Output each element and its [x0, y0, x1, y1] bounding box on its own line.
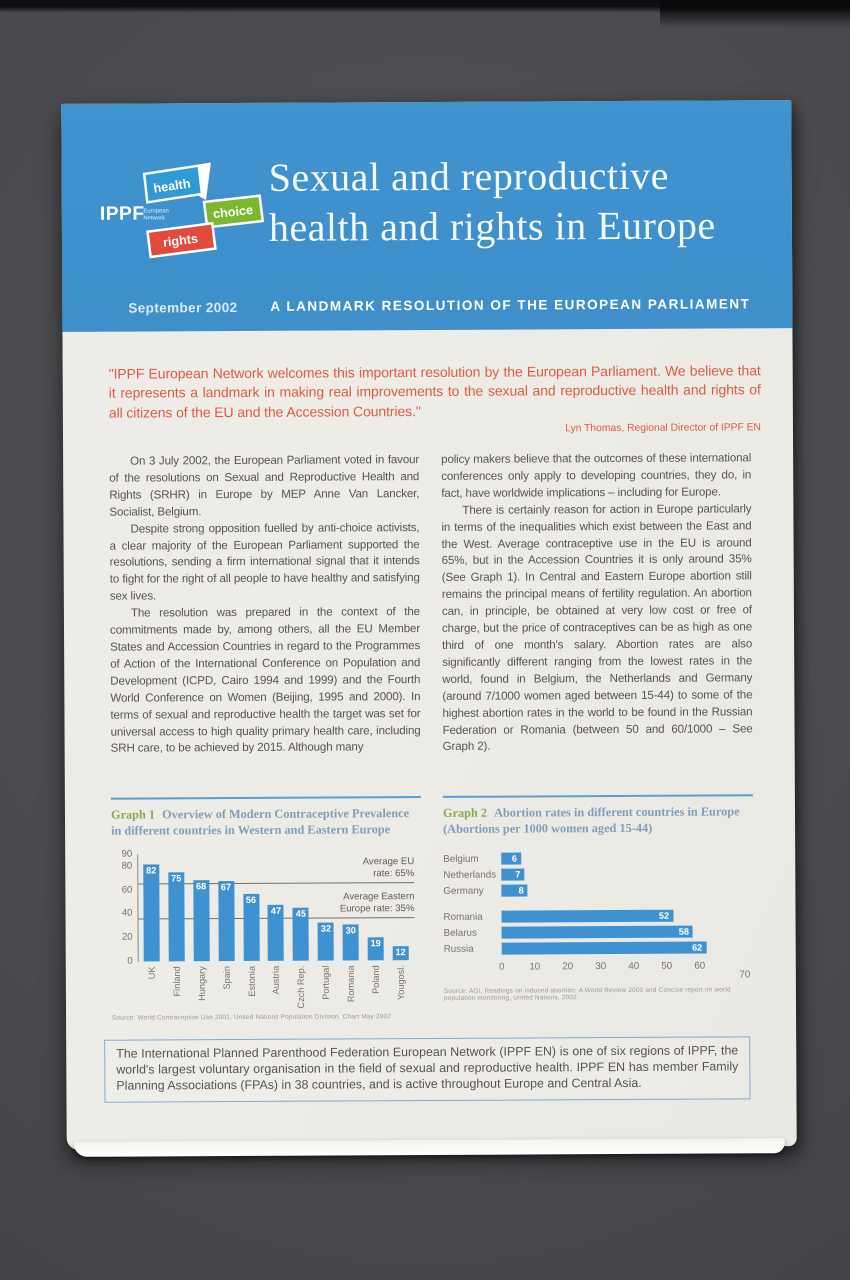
- bar-value: 56: [245, 895, 257, 906]
- logo-org-name: IPPF: [99, 203, 145, 225]
- bar-column: [218, 854, 235, 990]
- newsletter-title: [269, 150, 716, 252]
- bar-value: 7: [515, 869, 521, 880]
- x-axis-tick: 60: [694, 960, 706, 972]
- bar-track: [501, 883, 753, 896]
- bar-category-label: Germany: [443, 885, 484, 897]
- bar-track: [501, 867, 753, 880]
- bar-column: [193, 854, 210, 1001]
- bar-category-label: Romania: [443, 911, 483, 923]
- bar-value: 52: [658, 910, 670, 921]
- graph1-rule: [111, 796, 421, 800]
- bar-column: [392, 853, 409, 1001]
- bar-Belgium: [501, 853, 521, 865]
- title-line-2: health and rights in Europe: [268, 202, 716, 250]
- x-axis-tick: 40: [628, 960, 640, 972]
- bar-track: [501, 851, 753, 864]
- bar-column: [317, 854, 334, 1000]
- bar-track: [502, 925, 754, 938]
- quote-attribution: Lyn Thomas, Regional Director of IPPF EN: [565, 422, 762, 435]
- bar-value: 75: [171, 873, 182, 884]
- graph1: [111, 796, 422, 1022]
- logo-health-label: health: [152, 176, 192, 196]
- bar-value: 62: [692, 942, 703, 953]
- graph1-chart: [111, 848, 422, 1011]
- graph2-label: Graph 2: [442, 805, 488, 820]
- bar-Netherlands: [501, 869, 524, 881]
- bar-value: 19: [370, 938, 381, 949]
- paragraph: policy makers believe that the outcomes of these international conferences only apply to developing countries, they do, in fact, have worldwide implications – including for Europe.: [441, 451, 752, 500]
- bar-category-label: Russia: [443, 943, 474, 955]
- bar-track: [501, 909, 753, 922]
- bar-Germany: [501, 884, 527, 896]
- x-axis-tick: 70: [739, 969, 751, 981]
- bar-column: [268, 854, 285, 995]
- bar-column: [342, 853, 359, 1003]
- x-axis-tick: 0: [499, 961, 505, 973]
- graph2-title: [443, 803, 753, 837]
- bar-value: 12: [395, 946, 406, 957]
- bar-category-label: Belarus: [443, 927, 477, 939]
- bar-category-label: Estonia: [246, 965, 257, 997]
- bar-value: 47: [270, 905, 282, 916]
- bar-category-label: Czch Rep.: [296, 965, 307, 1009]
- title-line-1: Sexual and reproductive: [268, 152, 670, 200]
- bar-category-label: Spain: [221, 966, 232, 990]
- bar-group: [443, 851, 753, 897]
- bar-value: 32: [320, 923, 331, 934]
- graph2-source: Source: AGI, Readings on induced abortion: A World Review 2000 and Concise report on world population monitoring, United Nations, 2002: [443, 986, 731, 1002]
- logo-rights-label: rights: [162, 231, 199, 250]
- bar-Romania: [501, 910, 673, 923]
- bar-row: [443, 867, 753, 881]
- bar-category-label: Portugal: [321, 965, 332, 1000]
- footer-box: [104, 1036, 750, 1103]
- reference-line-annotation: Average EU rate: 65%: [362, 855, 415, 880]
- bar-Yougosl.: [393, 946, 409, 960]
- graph2: [443, 794, 754, 1020]
- bar-row: [444, 941, 754, 955]
- graph2-rule: [443, 794, 753, 798]
- bar-Czch Rep.: [293, 907, 309, 961]
- bar-category-label: Belgium: [443, 853, 479, 865]
- photo-top-right-shadow: [660, 0, 850, 28]
- pull-quote: [109, 361, 761, 437]
- bar-category-label: Austria: [271, 965, 282, 995]
- right-column: [441, 450, 753, 756]
- x-axis-tick: 20: [562, 961, 574, 973]
- bar-value: 8: [518, 885, 524, 896]
- bar-column: [293, 854, 310, 1009]
- y-axis-tick: 0: [127, 955, 133, 967]
- bar-value: 58: [678, 926, 690, 937]
- bar-Hungary: [193, 880, 209, 961]
- bar-value: 68: [195, 881, 207, 892]
- y-axis-tick: 90: [121, 848, 133, 860]
- bar-group: [443, 909, 753, 955]
- graph2-chart: [443, 851, 754, 984]
- bar-Belarus: [502, 926, 693, 939]
- paragraph: Despite strong opposition fuelled by anti-choice activists, a clear majority of the European Parliament supported the resolutions, sending a firm international signal that it intends to fight for the right of all people to have healthy and satisfying sex lives.: [109, 520, 420, 603]
- bar-value: 82: [146, 864, 157, 875]
- bar-Poland: [368, 938, 384, 961]
- y-axis-tick: 60: [121, 884, 133, 896]
- bar-column: [243, 854, 260, 997]
- x-axis-tick: 10: [529, 961, 541, 973]
- masthead: [61, 100, 792, 332]
- y-axis-tick: 80: [121, 860, 133, 872]
- paragraph: On 3 July 2002, the European Parliament voted in favour of the resolutions on Sexual and Reproductive Health and Rights (SRHR) in Europe by MEP Anne Van Lancker, Socialist, Belgium.: [109, 453, 420, 519]
- bar-column: [168, 854, 185, 997]
- paragraph: The resolution was prepared in the context of the commitments made by, among others, all the EU Member States and Accession Countries in regard to the Programmes of Action of the International Conference on Population and Development (ICPD, Cairo 1994 and 1999) and the Fourth World Conference on Women (Beijing, 1995 and 2000). In terms of sexual and reproductive health the target was set for universal access to high quality primary health care, including SRH care, to be achieved by 2015. Although many: [109, 605, 421, 756]
- graphs-section: [111, 794, 754, 1021]
- bar-category-label: Yougosl.: [395, 965, 406, 1001]
- x-axis-ticks: [499, 960, 754, 983]
- bar-Finland: [168, 872, 184, 961]
- bar-Russia: [502, 942, 707, 955]
- x-axis-tick: 30: [595, 961, 607, 973]
- bar-Portugal: [318, 922, 334, 960]
- graph1-title-text: Overview of Modern Contraceptive Prevalence in different countries in Western and Eastern Europe: [111, 806, 410, 838]
- graph1-label: Graph 1: [110, 807, 156, 822]
- bar-row: [443, 883, 753, 897]
- bar-Romania: [343, 925, 359, 961]
- x-axis-tick: 50: [661, 960, 673, 972]
- left-column: [109, 452, 421, 758]
- bar-value: 67: [220, 882, 232, 893]
- bar-category-label: Romania: [345, 965, 357, 1003]
- body-columns: [109, 450, 753, 758]
- reference-line-annotation: Average Eastern Europe rate: 35%: [339, 891, 415, 915]
- bar-value: 45: [295, 908, 306, 919]
- newsletter-subtitle: A LANDMARK RESOLUTION OF THE EUROPEAN PARLIAMENT: [270, 296, 751, 314]
- logo-network-line1: European: [143, 208, 169, 215]
- bars-group: [143, 853, 409, 1009]
- bar-Spain: [218, 881, 234, 961]
- bar-row: [443, 851, 753, 865]
- footer-text: The International Planned Parenthood Federation European Network (IPPF EN) is one of six regions of IPPF, the world's largest voluntary organisation in the field of sexual and reproductive health. IPPF EN has member Family Planning Associations (FPAs) in 38 countries, and is active throughout Europe and Central Asia.: [116, 1043, 739, 1093]
- bar-Austria: [268, 905, 284, 961]
- graph1-title: [111, 805, 421, 839]
- bar-column: [367, 853, 384, 994]
- bar-row: [444, 925, 754, 939]
- bar-Estonia: [243, 894, 259, 961]
- bar-category-label: Poland: [370, 965, 381, 994]
- graph2-plot: [443, 851, 754, 984]
- bar-value: 30: [345, 925, 356, 936]
- bar-category-label: Hungary: [196, 966, 207, 1001]
- bar-track: [502, 941, 754, 954]
- bar-category-label: Netherlands: [443, 869, 497, 881]
- paragraph: There is certainly reason for action in Europe particularly in terms of the inequalities which exist between the East and the West. Average contraceptive use in the EU is around 65%, but in the Accession Countries it is only around 35% (See Graph 1). In Central and Eastern Europe abortion still remains the principal means of fertility regulation. An abortion can, in principle, be obtained at very low cost or free of charge, but the price of contraceptives can be as high as one third of one month's salary. Abortion rates are also significantly different ranging from the lowest rates in the world, found in Belgium, the Netherlands and Germany (around 7/1000 women aged between 15-44) to some of the highest abortion rates in the world to be found in the Russian Federation or Romania (between 50 and 60/1000 – See Graph 2).: [441, 502, 753, 754]
- bar-category-label: Finland: [171, 966, 182, 997]
- logo-network-line2: Network: [143, 215, 165, 222]
- bar-column: [143, 854, 160, 980]
- y-axis-tick: 40: [121, 908, 133, 920]
- y-axis-tick: 20: [121, 931, 133, 943]
- graph2-title-text: Abortion rates in different countries in Europe (Abortions per 1000 women aged 15-44): [443, 804, 740, 836]
- logo-choice-label: choice: [212, 202, 254, 222]
- bar-category-label: UK: [146, 966, 157, 980]
- issue-date: September 2002: [128, 299, 238, 316]
- ippf-logo: [98, 161, 271, 264]
- bar-row: [443, 909, 753, 923]
- graph1-plot: [121, 848, 417, 1009]
- graph1-source: Source: World Contraceptive Use 2001, United Nations Population Division. Chart May 2002: [112, 1013, 392, 1022]
- bar-UK: [143, 864, 160, 962]
- quote-text: "IPPF European Network welcomes this important resolution by the European Parliament. We believe that it represents a landmark in making real improvements to the sexual and reproductive health and rights of all citizens of the EU and the Accession Countries.": [108, 362, 761, 421]
- bar-value: 6: [511, 853, 518, 864]
- booklet-page: [61, 100, 796, 1150]
